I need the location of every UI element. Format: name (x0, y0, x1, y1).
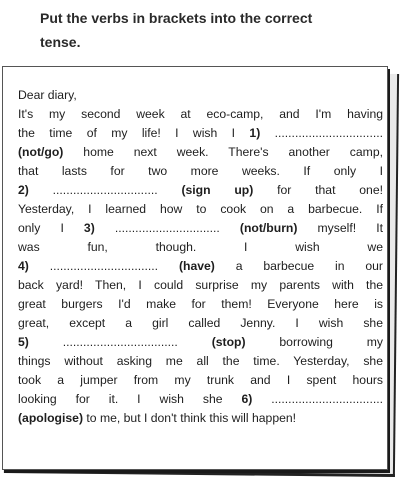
exercise-marker: (apologise) (18, 411, 84, 425)
diary-line: only I 3) ............................... (not/burn) myself! It (18, 221, 383, 235)
instruction (40, 6, 370, 54)
exercise-marker: 6) (241, 392, 253, 406)
diary-line: the time of my life! I wish I 1) ................................ (18, 126, 383, 140)
diary-line: great burgers I'd make for them! Everyone here is (18, 297, 383, 311)
instruction-line-2: tense. (40, 34, 81, 50)
exercise-marker: 4) (18, 259, 29, 273)
exercise-marker: (stop) (211, 335, 246, 349)
diary-line: Dear diary, (18, 88, 77, 102)
exercise-marker: (sign up) (181, 183, 254, 197)
diary-line: (apologise) to me, but I don't think this will happen! (18, 411, 297, 425)
exercise-marker: (have) (178, 259, 215, 273)
diary-line: 4) ................................ (have) a barbecue in our (18, 259, 383, 273)
diary-line: took a jumper from my trunk and I spent hours (18, 373, 383, 387)
diary-line: that lasts for two more weeks. If only I (18, 164, 383, 178)
diary-line: It's my second week at eco-camp, and I'm having (18, 107, 383, 121)
diary-line: was fun, though. I wish we (18, 240, 383, 254)
exercise-marker: 5) (18, 335, 29, 349)
diary-line: 2) ............................... (sign up) for that one! (18, 183, 383, 197)
exercise-marker: 1) (249, 126, 261, 140)
exercise-marker: (not/go) (18, 145, 64, 159)
diary-text (18, 86, 383, 428)
diary-line: back yard! Then, I could surprise my parents with the (18, 278, 383, 292)
exercise-marker: (not/burn) (239, 221, 298, 235)
diary-line: Yesterday, I learned how to cook on a barbecue. If (18, 202, 383, 216)
diary-line: great, except a girl called Jenny. I wish she (18, 316, 383, 330)
diary-line: 5) .................................. (stop) borrowing my (18, 335, 383, 349)
exercise-marker: 2) (18, 183, 29, 197)
diary-line: looking for it. I wish she 6) ................................. (18, 392, 383, 406)
diary-line: (not/go) home next week. There's another camp, (18, 145, 383, 159)
diary-line: things without asking me all the time. Yesterday, she (18, 354, 383, 368)
exercise-marker: 3) (83, 221, 95, 235)
instruction-line-1: Put the verbs in brackets into the correct (40, 10, 313, 26)
